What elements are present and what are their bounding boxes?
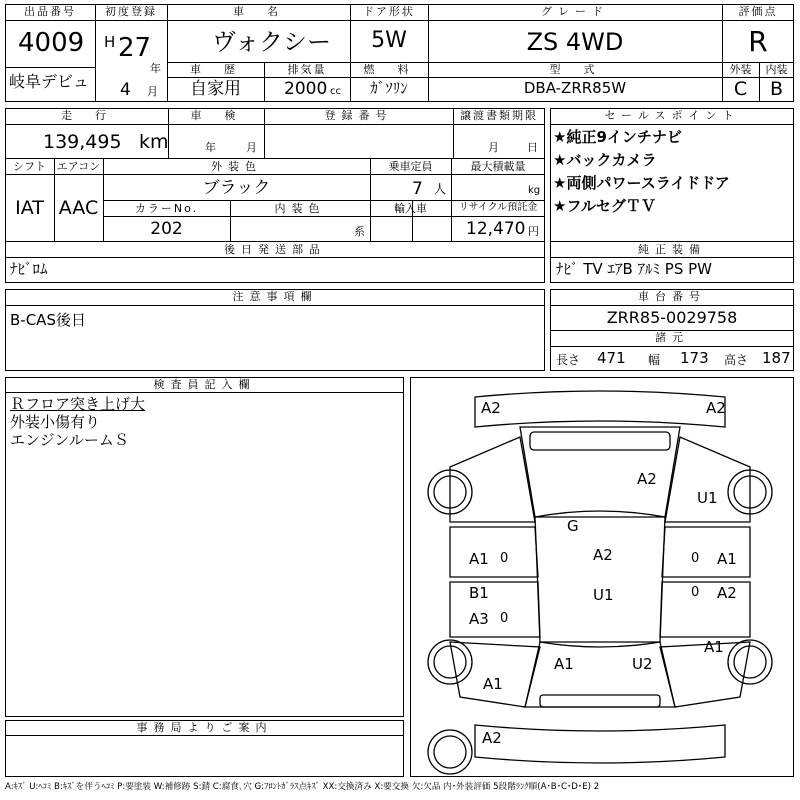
length-label: 長さ bbox=[556, 353, 581, 367]
import-label: 輸入車 bbox=[394, 202, 427, 215]
damage-right-quarter: A1 bbox=[704, 638, 724, 656]
displacement-label: 排気量 bbox=[287, 63, 327, 76]
reg-month: 4 bbox=[120, 80, 131, 100]
selling-point: ★純正9インチナビ bbox=[553, 128, 682, 146]
era: H bbox=[104, 33, 116, 51]
office-label: 事務局よりご案内 bbox=[136, 721, 273, 734]
displacement-unit: cc bbox=[330, 86, 341, 97]
damage-hood: A2 bbox=[637, 470, 657, 488]
chassis-label: 車台番号 bbox=[638, 290, 706, 303]
transfer-label: 譲渡書類期限 bbox=[460, 109, 538, 122]
insp-year-unit: 年 bbox=[205, 141, 216, 154]
car-name: ヴォクシー bbox=[212, 28, 332, 56]
damage-zero: 0 bbox=[500, 611, 509, 626]
mileage: 139,495 bbox=[43, 131, 122, 153]
damage-right-fender: U1 bbox=[697, 489, 718, 507]
height: 187 bbox=[762, 349, 791, 367]
inspector-line: エンジンルームＳ bbox=[10, 431, 129, 449]
ac-label: エアコン bbox=[56, 160, 101, 173]
notes: B-CAS後日 bbox=[10, 311, 86, 329]
damage-front-right: A2 bbox=[706, 399, 726, 417]
fuel-label: 燃 料 bbox=[363, 63, 415, 76]
history-label: 車 歴 bbox=[190, 63, 241, 76]
damage-rear-bumper: A2 bbox=[482, 729, 502, 747]
shift-label: シフト bbox=[13, 160, 46, 173]
model-label: 型 式 bbox=[549, 63, 601, 76]
color-label: 外装色 bbox=[211, 160, 262, 173]
interior-color-unit: 系 bbox=[354, 225, 365, 238]
grade: ZS 4WD bbox=[526, 28, 624, 56]
displacement: 2000 bbox=[284, 79, 328, 99]
capacity: 7 bbox=[412, 179, 423, 199]
interior-color-label: 内装色 bbox=[274, 202, 326, 215]
reg-year: 27 bbox=[118, 33, 152, 63]
damage-roof-rear: U1 bbox=[593, 586, 614, 604]
damage-rear-left: A1 bbox=[554, 655, 574, 673]
inspector-label: 検査員記入欄 bbox=[153, 378, 256, 391]
color-no: 202 bbox=[150, 219, 183, 239]
selling-point: ★両側パワースライドドア bbox=[553, 174, 730, 192]
maxload-label: 最大積載量 bbox=[470, 160, 526, 173]
damage-roof: A2 bbox=[593, 546, 613, 564]
maxload-unit: kg bbox=[528, 185, 541, 196]
month-unit: 月 bbox=[147, 85, 158, 98]
width-label: 幅 bbox=[648, 353, 661, 367]
color: ブラック bbox=[202, 178, 271, 198]
first-reg-label: 初度登録 bbox=[105, 5, 157, 18]
transfer-day-unit: 日 bbox=[527, 141, 538, 154]
recycle-unit: 円 bbox=[528, 225, 539, 238]
transfer-month-unit: 月 bbox=[488, 141, 499, 154]
shift: IAT bbox=[15, 197, 44, 219]
aftermarket: ﾅﾋﾞﾛﾑ bbox=[10, 260, 48, 278]
grade-label: グレード bbox=[541, 5, 609, 18]
chassis-no: ZRR85-0029758 bbox=[606, 308, 738, 327]
inspection-label: 車 検 bbox=[190, 109, 242, 122]
recycle: 12,470 bbox=[466, 219, 526, 239]
int-grade: B bbox=[769, 78, 784, 100]
inspector-line: 外装小傷有り bbox=[10, 413, 101, 431]
ac: AAC bbox=[58, 197, 99, 219]
equipment-label: 純正装備 bbox=[638, 243, 706, 256]
ext-label: 外装 bbox=[729, 63, 752, 76]
damage-left-rear-door-low: A3 bbox=[469, 610, 489, 628]
inspector-line: Ｒフロア突き上げ大 bbox=[10, 395, 146, 413]
selling-point: ★フルセグＴＶ bbox=[553, 197, 656, 215]
damage-left-rear-door: B1 bbox=[469, 584, 489, 602]
car-name-label: 車 名 bbox=[233, 5, 284, 18]
notes-label: 注意事項欄 bbox=[232, 290, 318, 303]
selling-point: ★バックカメラ bbox=[553, 151, 657, 169]
height-label: 高さ bbox=[724, 353, 749, 367]
color-no-label: カラーNo. bbox=[134, 202, 199, 215]
damage-left-quarter: A1 bbox=[483, 675, 503, 693]
dims-label: 諸元 bbox=[655, 331, 689, 344]
damage-front-left: A2 bbox=[481, 399, 501, 417]
aftermarket-label: 後日発送部品 bbox=[224, 243, 326, 256]
equipment: ﾅﾋﾞ TV ｴｱB ｱﾙﾐ PS PW bbox=[556, 260, 712, 278]
door-label: ドア形状 bbox=[363, 5, 415, 18]
car-diagram bbox=[410, 377, 794, 777]
lot-no: 4009 bbox=[18, 28, 85, 58]
legend: A:ｷｽﾞ U:ﾍｺﾐ B:ｷｽﾞを伴うﾍｺﾐ P:要塗装 W:補修跡 S:錆 C:腐食､穴 G:ﾌﾛﾝﾄｶﾞﾗｽ点ｷｽﾞ XX:交換済み X:要交換 欠:欠品 内･外装評価 5段階ﾗﾝｸ順(A･B･C･D･E) 2 bbox=[5, 782, 600, 792]
history: 自家用 bbox=[190, 79, 241, 99]
int-label: 内装 bbox=[765, 63, 788, 76]
capacity-label: 乗車定員 bbox=[388, 160, 433, 173]
damage-zero: 0 bbox=[500, 551, 509, 566]
selling-points-label: セールスポイント bbox=[604, 109, 740, 122]
length: 471 bbox=[597, 349, 626, 367]
score: R bbox=[748, 25, 768, 58]
mileage-unit: km bbox=[139, 131, 169, 153]
insp-month-unit: 月 bbox=[246, 141, 257, 154]
score-label: 評価点 bbox=[738, 5, 778, 18]
damage-left-front-door: A1 bbox=[469, 550, 489, 568]
capacity-unit: 人 bbox=[434, 182, 447, 196]
damage-right-rear-door: A2 bbox=[717, 584, 737, 602]
width: 173 bbox=[680, 349, 709, 367]
damage-zero: 0 bbox=[691, 551, 700, 566]
ext-grade: C bbox=[733, 78, 748, 100]
fuel: ｶﾞｿﾘﾝ bbox=[370, 79, 408, 97]
reg-no-label: 登録番号 bbox=[324, 109, 393, 122]
damage-zero: 0 bbox=[691, 585, 700, 600]
door: 5W bbox=[371, 28, 407, 53]
recycle-label: リサイクル預託金 bbox=[458, 202, 538, 213]
model: DBA-ZRR85W bbox=[523, 79, 627, 97]
damage-right-front-door: A1 bbox=[717, 550, 737, 568]
year-unit: 年 bbox=[150, 62, 161, 75]
damage-roof-front: G bbox=[567, 517, 579, 535]
damage-rear-right: U2 bbox=[632, 655, 653, 673]
mileage-label: 走 行 bbox=[61, 109, 112, 122]
venue: 岐阜デビュ bbox=[9, 72, 90, 91]
lot-no-label: 出品番号 bbox=[24, 5, 76, 18]
